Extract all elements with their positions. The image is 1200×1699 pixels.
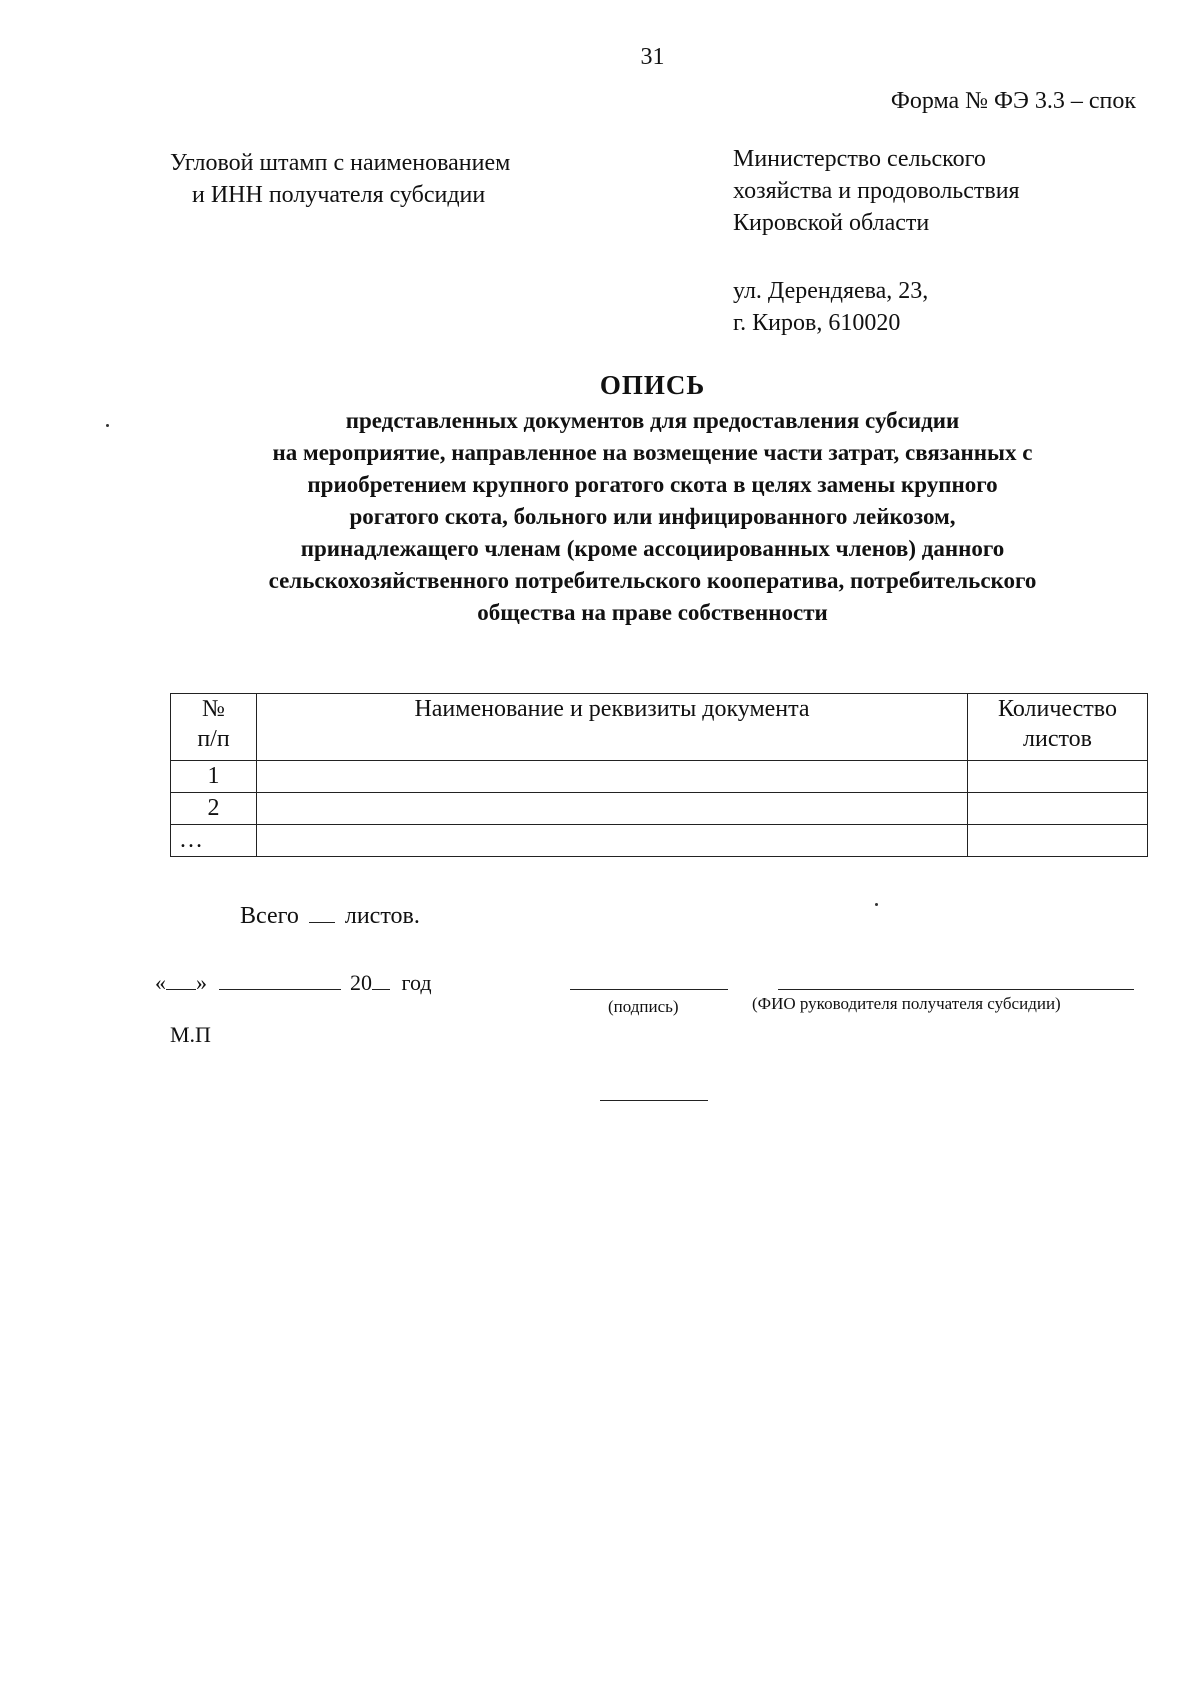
header-name: Наименование и реквизиты документа: [257, 694, 968, 761]
address-line: ул. Дерендяева, 23,: [733, 278, 929, 304]
scan-speck: [106, 424, 109, 427]
header-qty: Количество листов: [968, 694, 1148, 761]
row-name: [257, 825, 968, 857]
subtitle-line: на мероприятие, направленное на возмещение части затрат, связанных с: [272, 440, 1033, 465]
addressee-line: Министерство сельского: [733, 146, 986, 172]
fio-line: [778, 989, 1134, 990]
corner-stamp-note: [170, 147, 510, 211]
fio-caption: (ФИО руководителя получателя субсидии): [752, 994, 1061, 1013]
addressee: [733, 143, 1020, 239]
row-num: 2: [171, 793, 257, 825]
address-line: г. Киров, 610020: [733, 310, 901, 336]
end-line: [600, 1100, 708, 1101]
subtitle-line: принадлежащего членам (кроме ассоциированных членов) данного: [300, 536, 1005, 561]
scan-speck: [875, 903, 878, 906]
signature-line: [570, 989, 728, 990]
stamp-place-label: М.П: [170, 1022, 211, 1047]
day-blank: [166, 967, 196, 990]
stamp-line: и ИНН получателя субсидии: [192, 182, 486, 208]
total-prefix: Всего: [240, 903, 299, 929]
date-year-prefix: 20: [350, 970, 372, 995]
subtitle-line: сельскохозяйственного потребительского кооператива, потребительского: [268, 568, 1037, 593]
total-blank: [309, 900, 335, 923]
address: [733, 275, 928, 339]
header-num: № п/п: [171, 694, 257, 761]
row-num: …: [171, 825, 257, 857]
date-close-quote: »: [196, 970, 207, 995]
table-row: [171, 761, 1148, 793]
document-subtitle: [160, 405, 1145, 629]
stamp-line: Угловой штамп с наименованием: [170, 150, 511, 176]
month-blank: [219, 967, 341, 990]
title-block: [160, 370, 1145, 629]
document-title: ОПИСЬ: [599, 370, 706, 400]
row-name: [257, 761, 968, 793]
subtitle-line: представленных документов для предоставления субсидии: [345, 408, 960, 433]
row-num: 1: [171, 761, 257, 793]
documents-table: [170, 693, 1148, 857]
subtitle-line: рогатого скота, больного или инфицированного лейкозом,: [349, 504, 956, 529]
form-number: Форма № ФЭ 3.3 – спок: [890, 88, 1136, 114]
table-row: [171, 825, 1148, 857]
row-qty: [968, 825, 1148, 857]
page-number: 31: [640, 44, 665, 70]
table-row: [171, 793, 1148, 825]
date-year-suffix: год: [401, 970, 432, 995]
row-name: [257, 793, 968, 825]
addressee-line: хозяйства и продовольствия: [733, 178, 1020, 204]
subtitle-line: общества на праве собственности: [477, 600, 828, 625]
signature-caption: (подпись): [608, 997, 679, 1016]
total-suffix: листов.: [344, 903, 420, 929]
year-blank: [372, 967, 390, 990]
date-open-quote: «: [155, 970, 166, 995]
row-qty: [968, 793, 1148, 825]
addressee-line: Кировской области: [733, 210, 930, 236]
table-header-row: [171, 694, 1148, 761]
date-line: [155, 967, 432, 996]
subtitle-line: приобретением крупного рогатого скота в целях замены крупного: [307, 472, 998, 497]
total-sheets: [240, 900, 420, 930]
row-qty: [968, 761, 1148, 793]
